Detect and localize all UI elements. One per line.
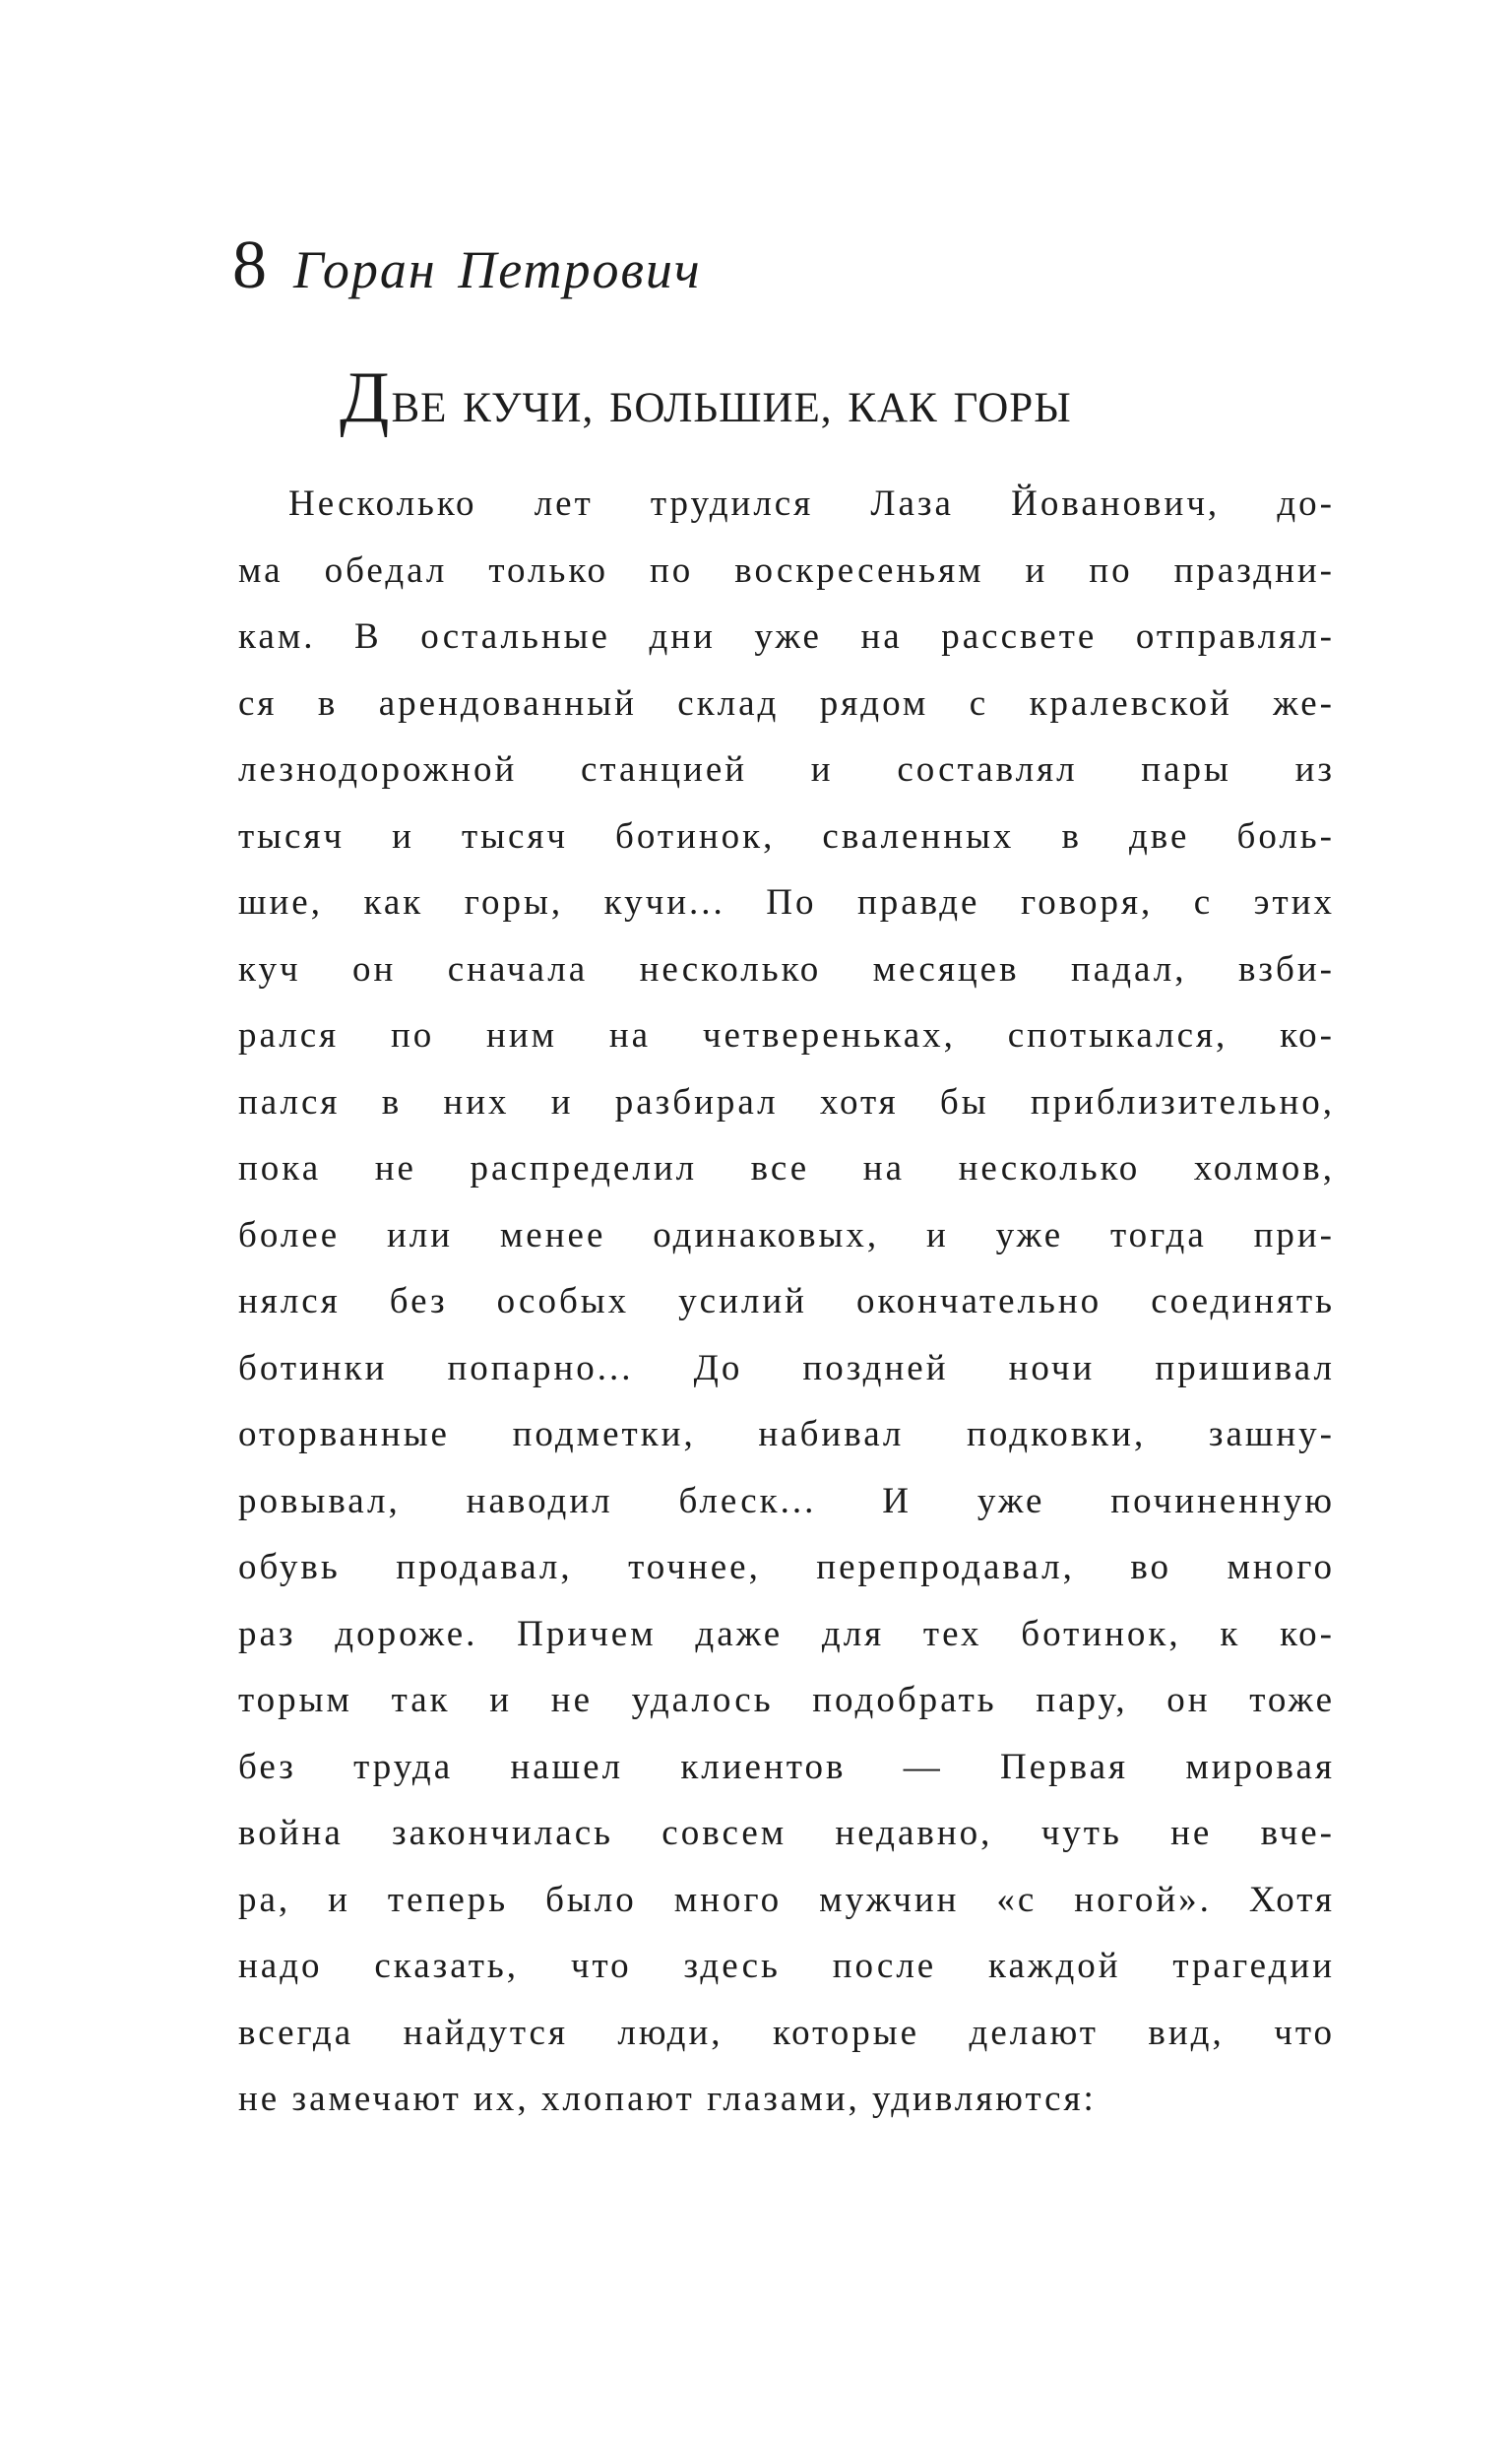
text-line: война закончилась совсем недавно, чуть не вче- [238, 1813, 1335, 1853]
text-line: тысяч и тысяч ботинок, сваленных в две боль- [238, 815, 1335, 857]
text-line: ровывал, наводил блеск... И уже починенную [238, 1480, 1335, 1521]
chapter-title [340, 356, 1072, 440]
text-line: раз дороже. Причем даже для тех ботинок, к ко- [238, 1613, 1335, 1654]
text-line: обувь продавал, точнее, перепродавал, во много [238, 1547, 1335, 1587]
text-line: без труда нашел клиентов — Первая мировая [238, 1746, 1335, 1787]
body-text [238, 471, 1335, 2133]
text-line: шие, как горы, кучи... По правде говоря, с этих [238, 882, 1335, 923]
text-line: всегда найдутся люди, которые делают вид, что [238, 2012, 1335, 2053]
text-line: пался в них и разбирал хотя бы приблизительно, [238, 1081, 1335, 1123]
text-line: куч он сначала несколько месяцев падал, взби- [238, 948, 1335, 990]
text-line: оторванные подметки, набивал подковки, зашну- [238, 1414, 1335, 1454]
text-line: ма обедал только по воскресеньям и по праздни- [238, 549, 1335, 591]
page-number: 8 [232, 227, 268, 303]
text-line: лезнодорожной станцией и составлял пары из [238, 749, 1335, 790]
running-header [232, 226, 702, 305]
text-line: пока не распределил все на несколько холмов, [238, 1148, 1335, 1189]
text-line: ботинки попарно... До поздней ночи пришивал [238, 1347, 1335, 1388]
chapter-title-initial: Д [340, 357, 392, 438]
text-line: торым так и не удалось подобрать пару, он тоже [238, 1680, 1335, 1720]
text-line: Несколько лет трудился Лаза Йованович, до- [288, 483, 1335, 524]
text-line: кам. В остальные дни уже на рассвете отправлял- [238, 616, 1335, 657]
text-line: нялся без особых усилий окончательно соединять [238, 1281, 1335, 1321]
text-line: надо сказать, что здесь после каждой трагедии [238, 1946, 1335, 1986]
text-line: более или менее одинаковых, и уже тогда при- [238, 1214, 1335, 1255]
text-line: ра, и теперь было много мужчин «с ногой». Хотя [238, 1879, 1335, 1920]
chapter-title-rest: ВЕ КУЧИ, БОЛЬШИЕ, КАК ГОРЫ [391, 385, 1072, 431]
text-line: не замечают их, хлопают глазами, удивляются: [238, 2079, 1097, 2119]
running-header-author: Горан Петрович [293, 240, 702, 299]
text-line: рался по ним на четвереньках, спотыкался, ко- [238, 1015, 1335, 1056]
text-line: ся в арендованный склад рядом с кралевской же- [238, 682, 1335, 724]
